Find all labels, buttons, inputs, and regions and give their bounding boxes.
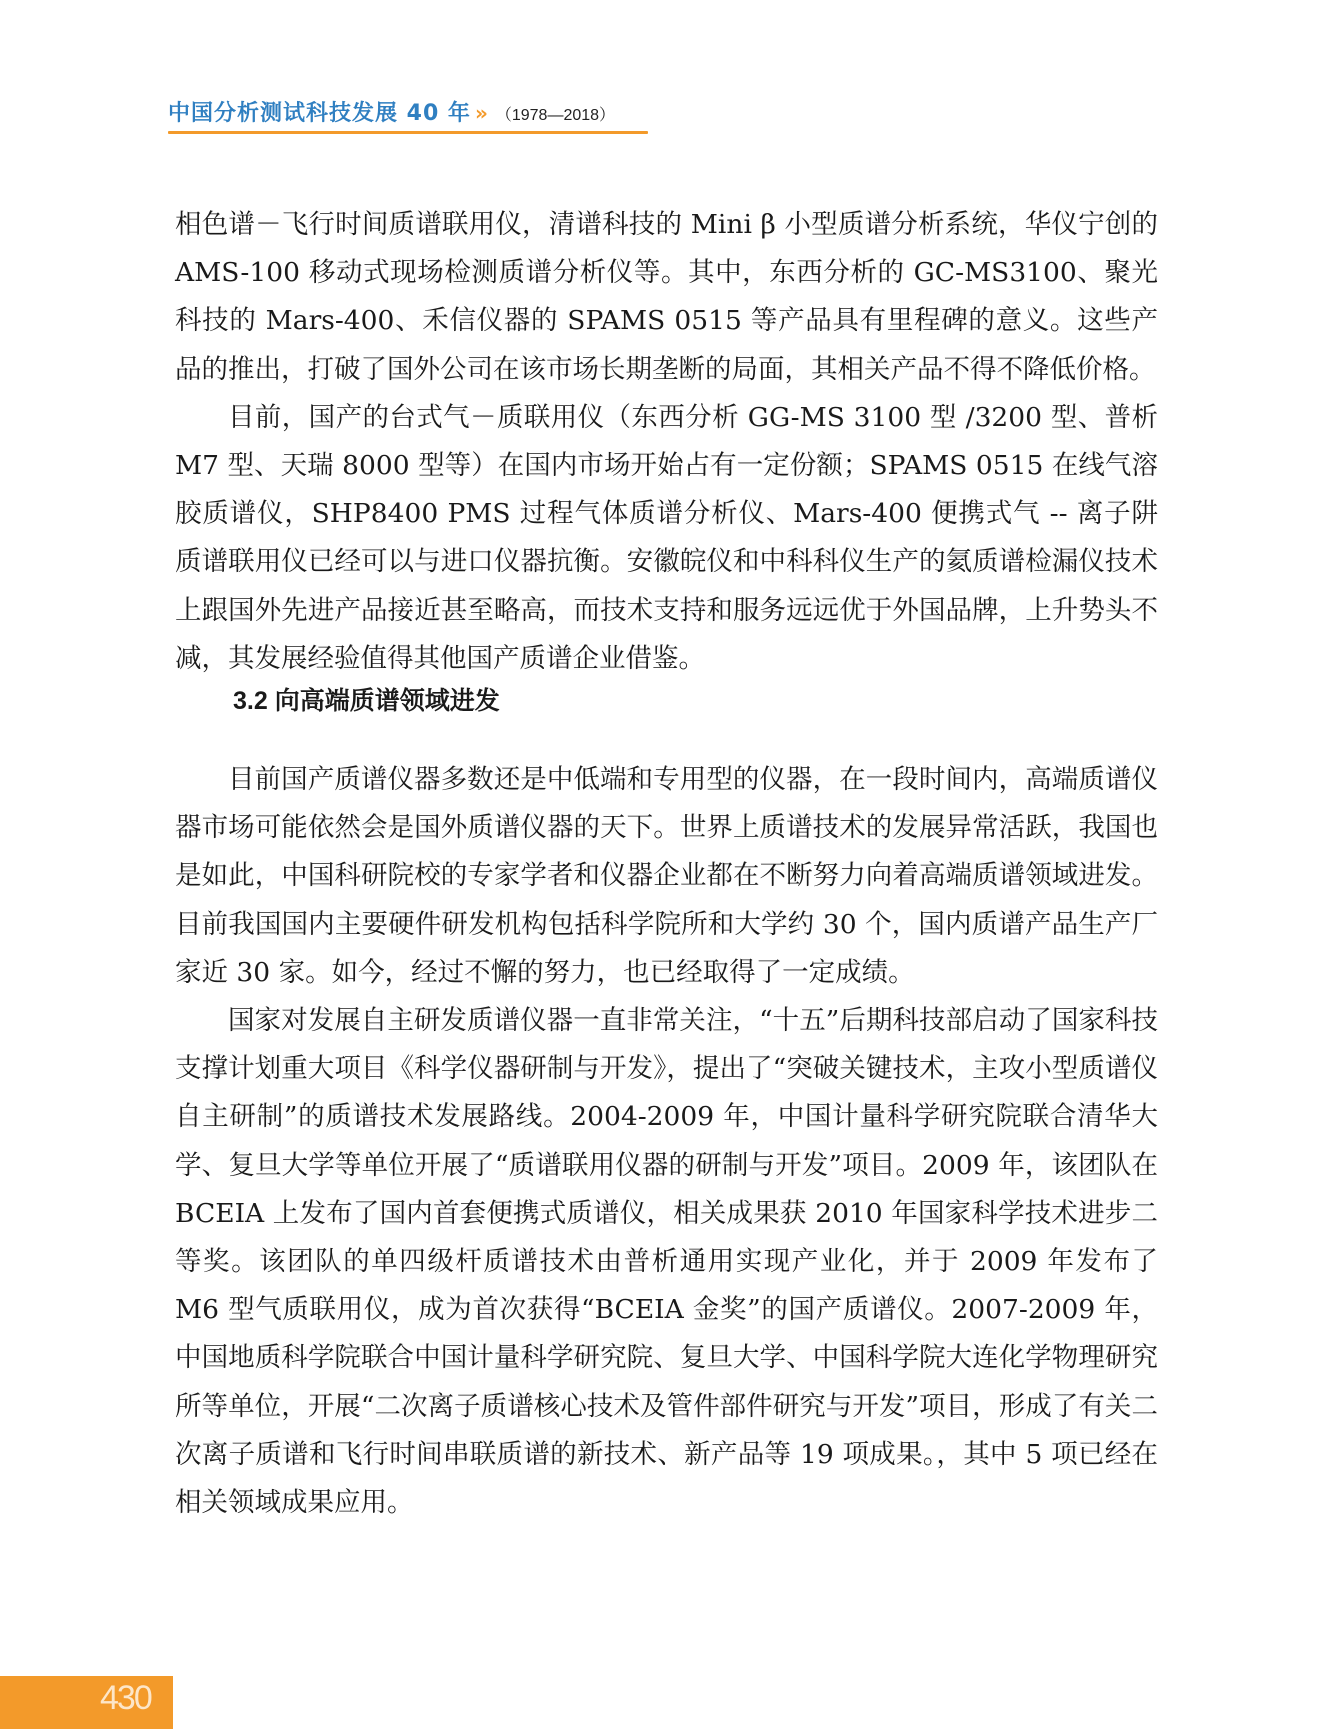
paragraph: 目前，国产的台式气－质联用仪（东西分析 GG-MS 3100 型 /3200 型、普析 M7 型、天瑞 8000 型等）在国内市场开始占有一定份额；SPAMS 0515 在线气溶胶质谱仪，SHP8400 PMS 过程气体质谱分析仪、Mars-400 便携式气 -- 离子阱质谱联用仪已经可以与进口仪器抗衡。安徽皖仪和中科科仪生产的氦质谱检漏仪技术上跟国外先进产品接近甚至略高，而技术支持和服务远远优于外国品牌，上升势头不减，其发展经验值得其他国产质谱企业借鉴。 [175, 401, 1158, 674]
book-title: 中国分析测试科技发展 40 年 [168, 101, 471, 126]
page-number: 430 [100, 1679, 151, 1717]
paragraph: 国家对发展自主研发质谱仪器一直非常关注，“十五”后期科技部启动了国家科技支撑计划重大项目《科学仪器研制与开发》，提出了“突破关键技术，主攻小型质谱仪自主研制”的质谱技术发展路线。2004-2009 年，中国计量科学研究院联合清华大学、复旦大学等单位开展了“质谱联用仪器的研制与开发”项目。2009 年，该团队在 BCEIA 上发布了国内首套便携式质谱仪，相关成果获 2010 年国家科学技术进步二等奖。该团队的单四级杆质谱技术由普析通用实现产业化，并于 2009 年发布了 M6 型气质联用仪，成为首次获得“BCEIA 金奖”的国产质谱仪。2007-2009 年，中国地质科学院联合中国计量科学研究院、复旦大学、中国科学院大连化学物理研究所等单位，开展“二次离子质谱核心技术及管件部件研究与开发”项目，形成了有关二次离子质谱和飞行时间串联质谱的新技术、新产品等 19 项成果。，其中 5 项已经在相关领域成果应用。 [175, 1005, 1158, 1519]
year-range: （1978—2018） [495, 107, 616, 124]
paragraph: 目前国产质谱仪器多数还是中低端和专用型的仪器，在一段时间内，高端质谱仪器市场可能依然会是国外质谱仪器的天下。世界上质谱技术的发展异常活跃，我国也是如此，中国科研院校的专家学者和仪器企业都在不断努力向着高端质谱领域进发。目前我国国内主要硬件研发机构包括科学院所和大学约 30 个，国内质谱产品生产厂家近 30 家。如今，经过不懈的努力，也已经取得了一定成绩。 [175, 764, 1158, 988]
header-divider [168, 131, 648, 134]
running-header [168, 96, 615, 127]
paragraph-continued: 相色谱－飞行时间质谱联用仪，清谱科技的 Mini β 小型质谱分析系统，华仪宁创的 AMS-100 移动式现场检测质谱分析仪等。其中，东西分析的 GC-MS3100、聚光科技的 Mars-400、禾信仪器的 SPAMS 0515 等产品具有里程碑的意义。这些产品的推出，打破了国外公司在该市场长期垄断的局面，其相关产品不得不降低价格。 [175, 209, 1158, 385]
double-chevron-icon: » [474, 101, 488, 125]
section-heading: 3.2 向高端质谱领域进发 [233, 687, 500, 716]
page-body [175, 201, 1158, 1527]
